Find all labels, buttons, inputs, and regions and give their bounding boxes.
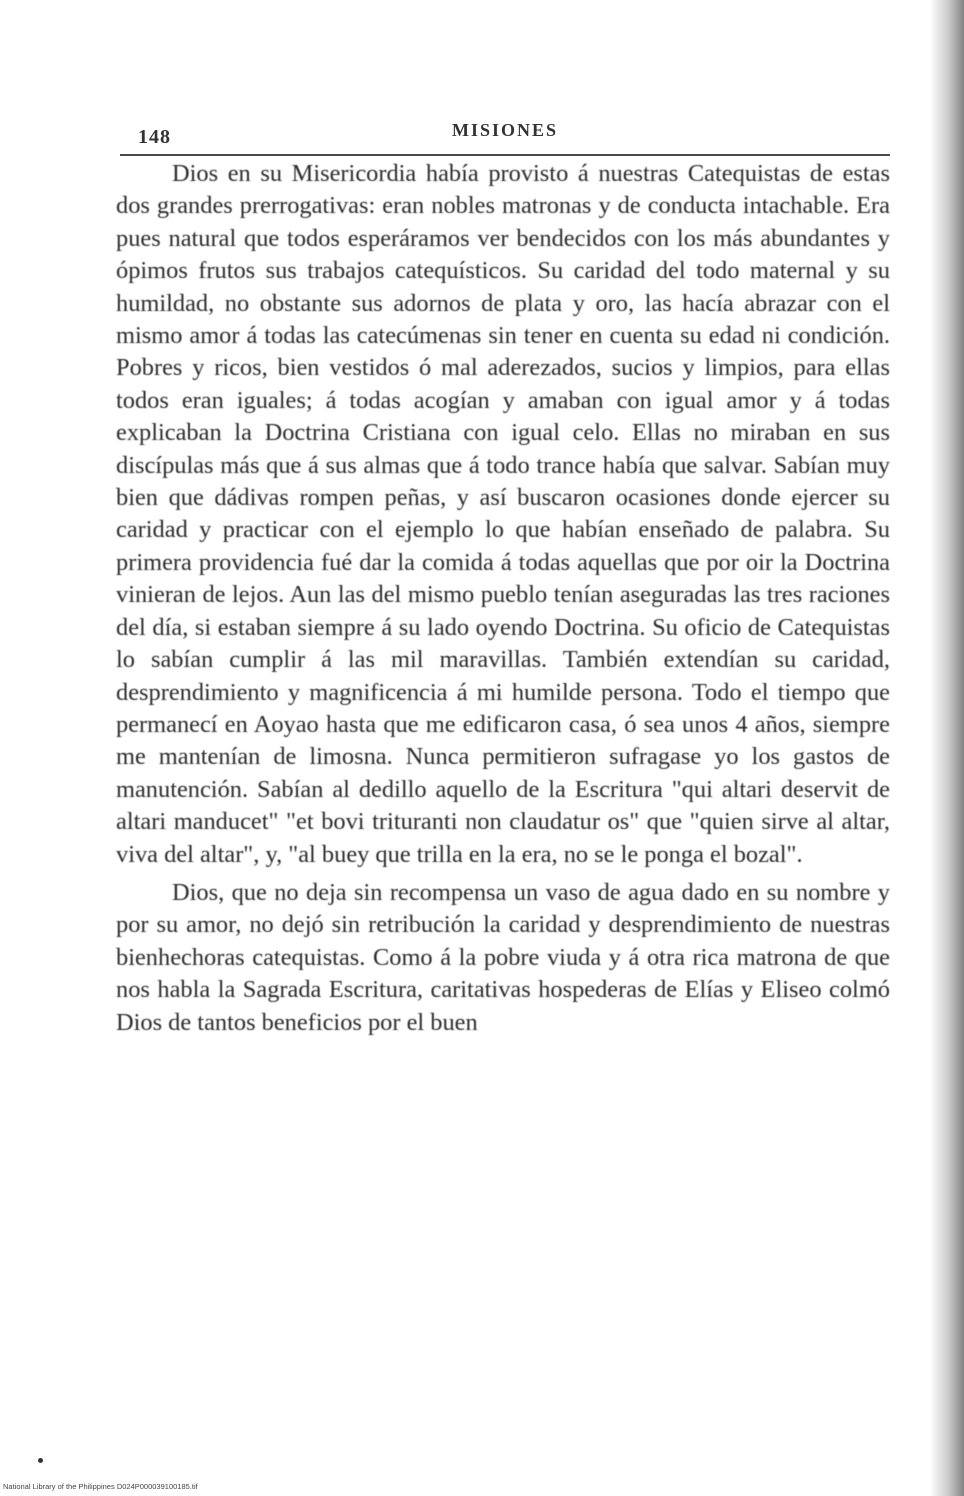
page-header bbox=[120, 118, 890, 156]
running-head: MISIONES bbox=[451, 120, 559, 140]
body-text bbox=[116, 158, 890, 1039]
page-number: 148 bbox=[138, 126, 171, 148]
paragraph: Dios en su Misericordia había provisto á nuestras Catequistas de estas dos grandes prerrogativas: eran nobles matronas y de conducta intachable. Era pues natural que todos esperáramos ver bendecidos con los más abundantes y ópimos frutos sus trabajos catequísticos. Su caridad del todo maternal y su humildad, no obstante sus adornos de plata y oro, las hacía abrazar con el mismo amor á todas las catecúmenas sin tener en cuenta su edad ni condición. Pobres y ricos, bien vestidos ó mal aderezados, sucios y limpios, para ellas todos eran iguales; á todas acogían y amaban con igual amor y á todas explicaban la Doctrina Cristiana con igual celo. Ellas no miraban en sus discípulas más que á sus almas que á todo trance había que salvar. Sabían muy bien que dádivas rompen peñas, y así buscaron ocasiones donde ejercer su caridad y practicar con el ejemplo lo que habían enseñado de palabra. Su primera providencia fué dar la comida á todas aquellas que por oir la Doctrina vinieran de lejos. Aun las del mismo pueblo tenían aseguradas las tres raciones del día, si estaban siempre á su lado oyendo Doctrina. Su oficio de Catequistas lo sabían cumplir á las mil maravillas. También extendían su caridad, desprendimiento y magnificencia á mi humilde persona. Todo el tiempo que permanecí en Aoyao hasta que me edificaron casa, ó sea unos 4 años, siempre me mantenían de limosna. Nunca permitieron sufragase yo los gastos de manutención. Sabían al dedillo aquello de la Escritura "qui altari deservit de altari manducet" "et bovi trituranti non claudatur os" que "quien sirve al altar, viva del altar", y, "al buey que trilla en la era, no se le ponga el bozal". bbox=[116, 160, 890, 868]
scan-stamp: National Library of the Philippines D024P000039100185.tif bbox=[3, 1482, 198, 1491]
paragraph: Dios, que no deja sin recompensa un vaso de agua dado en su nombre y por su amor, no dejó sin retribución la caridad y desprendimiento de nuestras bienhechoras catequistas. Como á la pobre viuda y á otra rica matrona de que nos habla la Sagrada Escritura, caritativas hospederas de Elías y Eliseo colmó Dios de tantos beneficios por el buen bbox=[116, 878, 890, 1036]
page-edge-shadow bbox=[930, 0, 964, 1496]
ink-dot bbox=[38, 1458, 43, 1463]
